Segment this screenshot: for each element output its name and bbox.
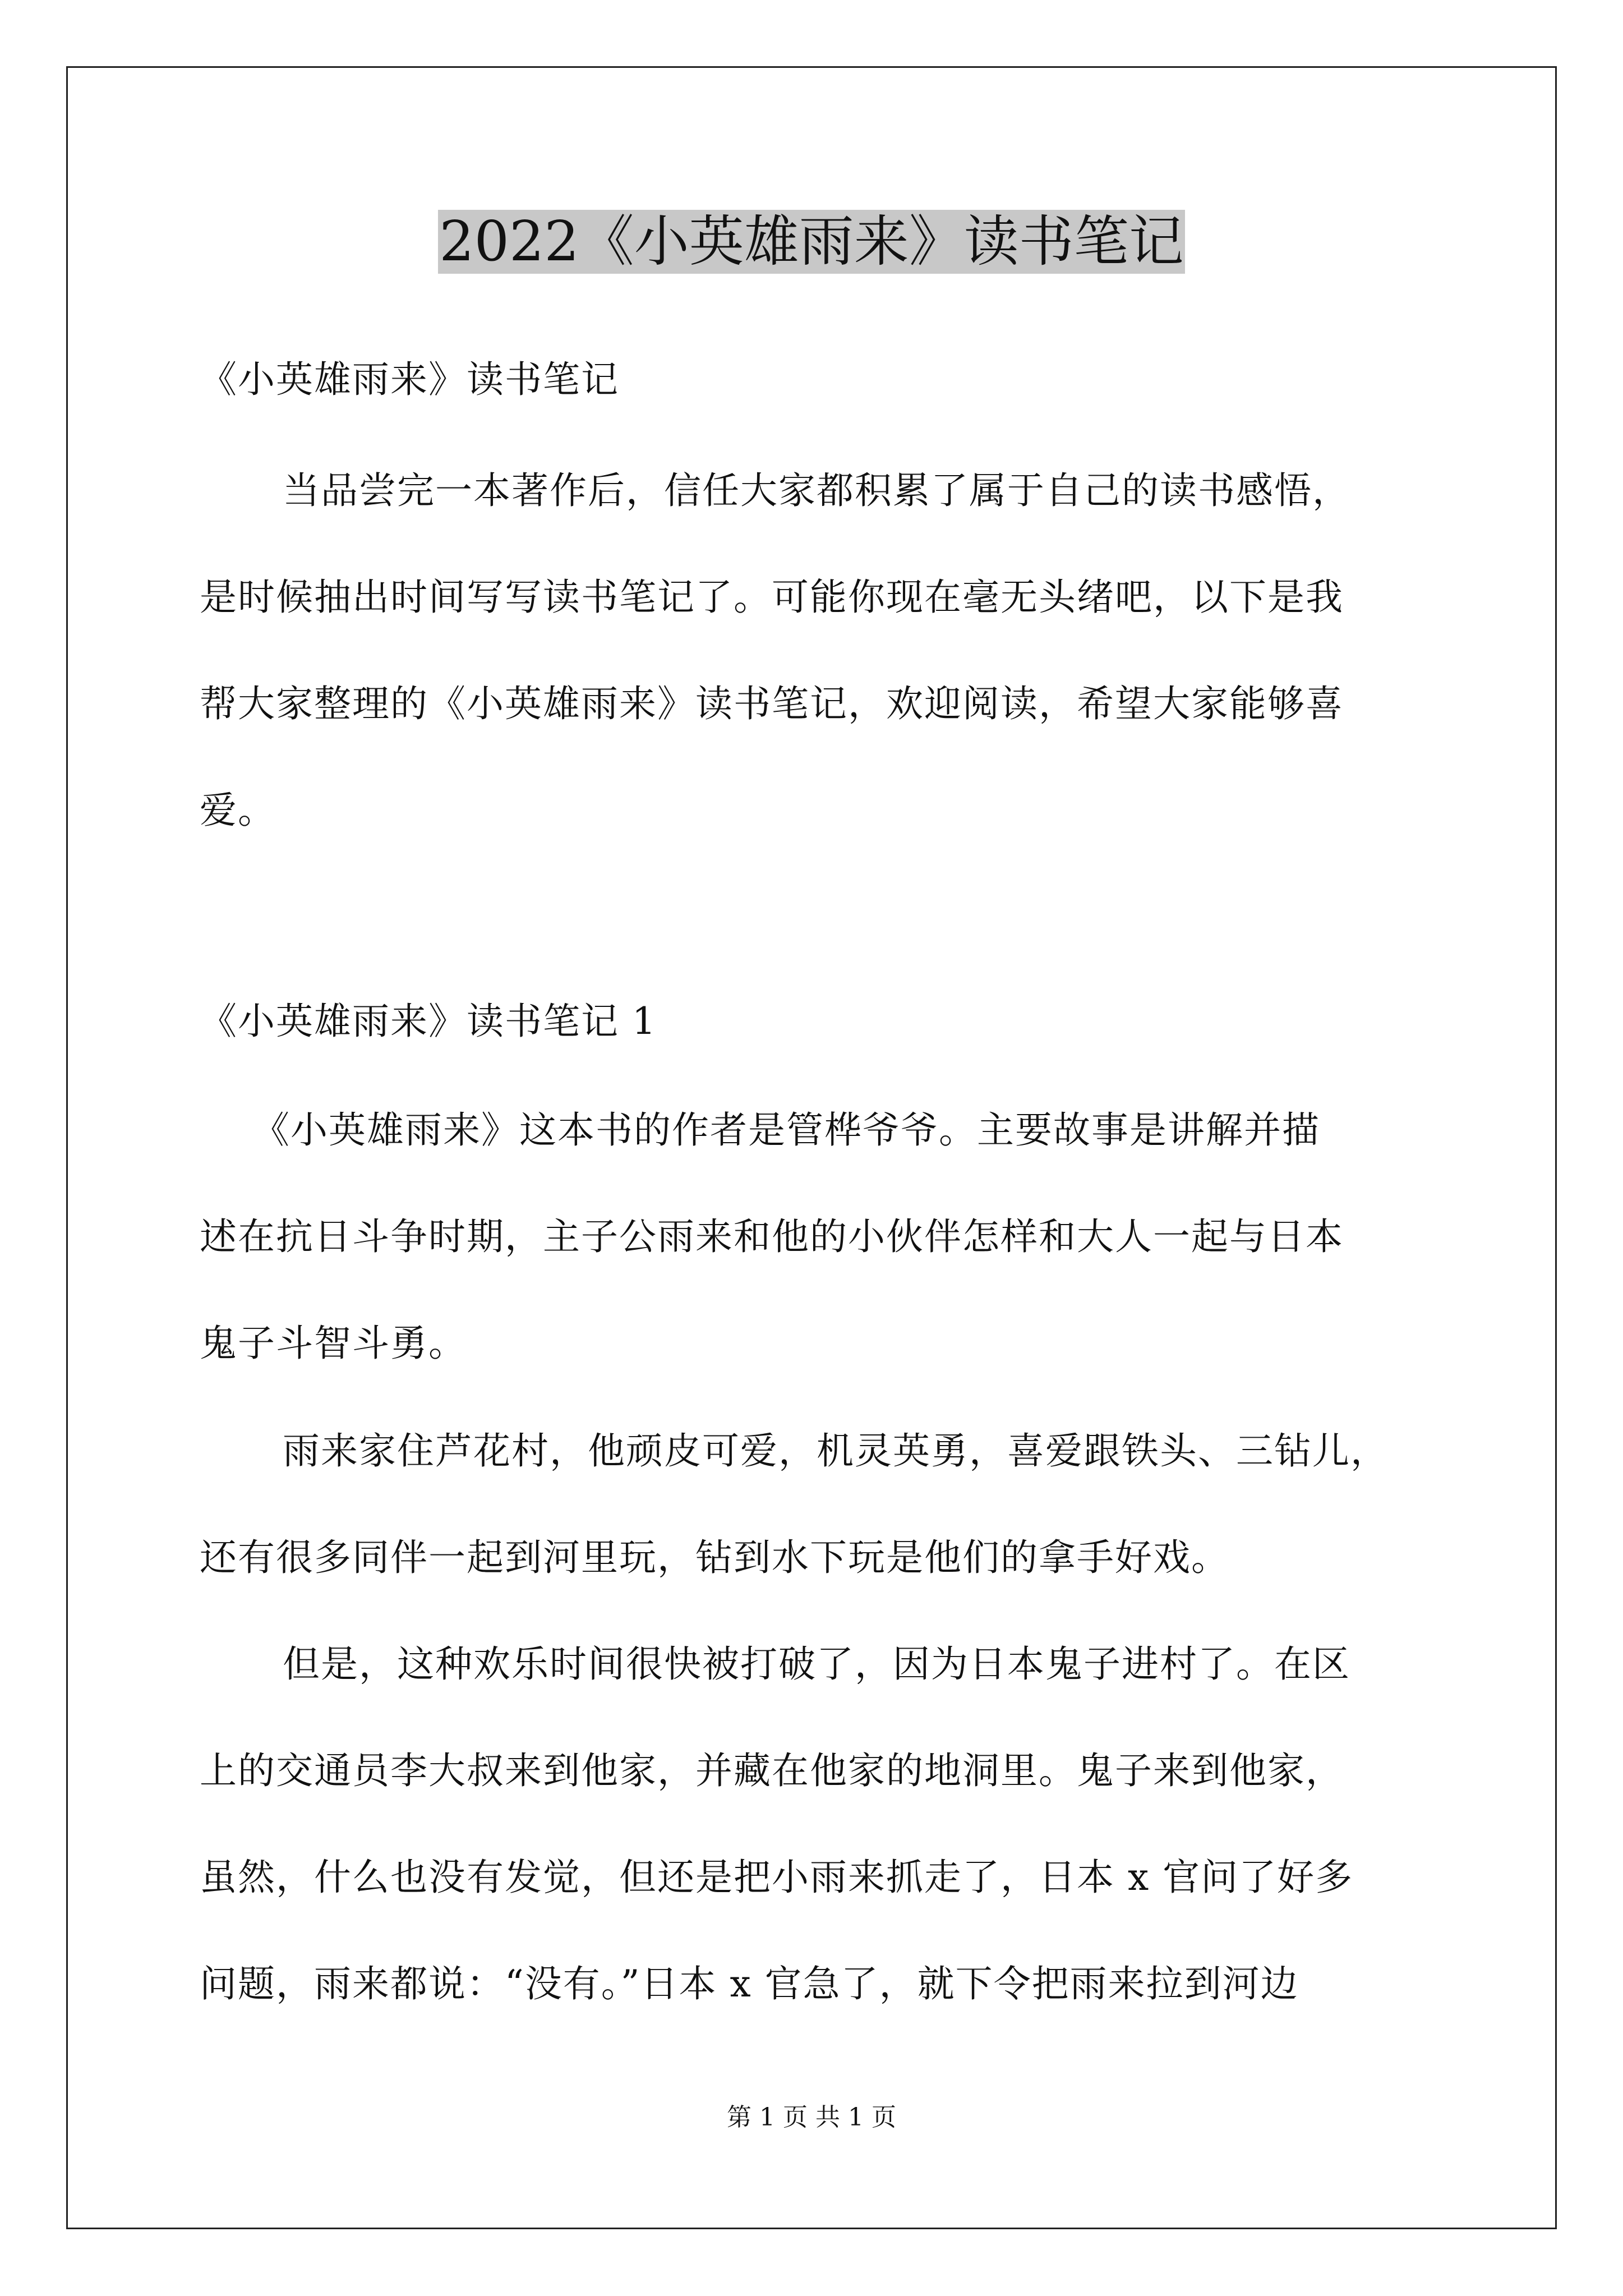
body-line-5: 还有很多同伴一起到河里玩，钻到水下玩是他们的拿手好戏。 bbox=[200, 1536, 1229, 1579]
body-line-1: 《小英雄雨来》这本书的作者是管桦爷爷。主要故事是讲解并描 bbox=[252, 1108, 1320, 1152]
intro-line-3: 帮大家整理的《小英雄雨来》读书笔记，欢迎阅读，希望大家能够喜 bbox=[200, 682, 1344, 725]
body-line-3: 鬼子斗智斗勇。 bbox=[200, 1322, 467, 1365]
document-title: 2022《小英雄雨来》读书笔记 bbox=[439, 210, 1184, 274]
subtitle: 《小英雄雨来》读书笔记 bbox=[200, 358, 619, 401]
body-line-7: 上的交通员李大叔来到他家，并藏在他家的地洞里。鬼子来到他家， bbox=[200, 1749, 1344, 1792]
section-heading: 《小英雄雨来》读书笔记 1 bbox=[200, 1000, 657, 1043]
body-line-2: 述在抗日斗争时期，主子公雨来和他的小伙伴怎样和大人一起与日本 bbox=[200, 1215, 1344, 1258]
intro-line-1: 当品尝完一本著作后，信任大家都积累了属于自己的读书感悟， bbox=[283, 469, 1350, 512]
page-footer: 第 1 页 共 1 页 bbox=[727, 2103, 896, 2132]
body-line-4: 雨来家住芦花村，他顽皮可爱，机灵英勇，喜爱跟铁头、三钻儿， bbox=[283, 1429, 1389, 1473]
body-line-9: 问题，雨来都说：“没有。”日本 x 官急了，就下令把雨来拉到河边 bbox=[200, 1962, 1299, 2005]
intro-line-2: 是时候抽出时间写写读书笔记了。可能你现在毫无头绪吧，以下是我 bbox=[200, 576, 1344, 619]
body-line-8: 虽然，什么也没有发觉，但还是把小雨来抓走了，日本 x 官问了好多 bbox=[200, 1856, 1354, 1899]
intro-line-4: 爱。 bbox=[200, 789, 276, 832]
body-line-6: 但是，这种欢乐时间很快被打破了，因为日本鬼子进村了。在区 bbox=[283, 1642, 1350, 1686]
